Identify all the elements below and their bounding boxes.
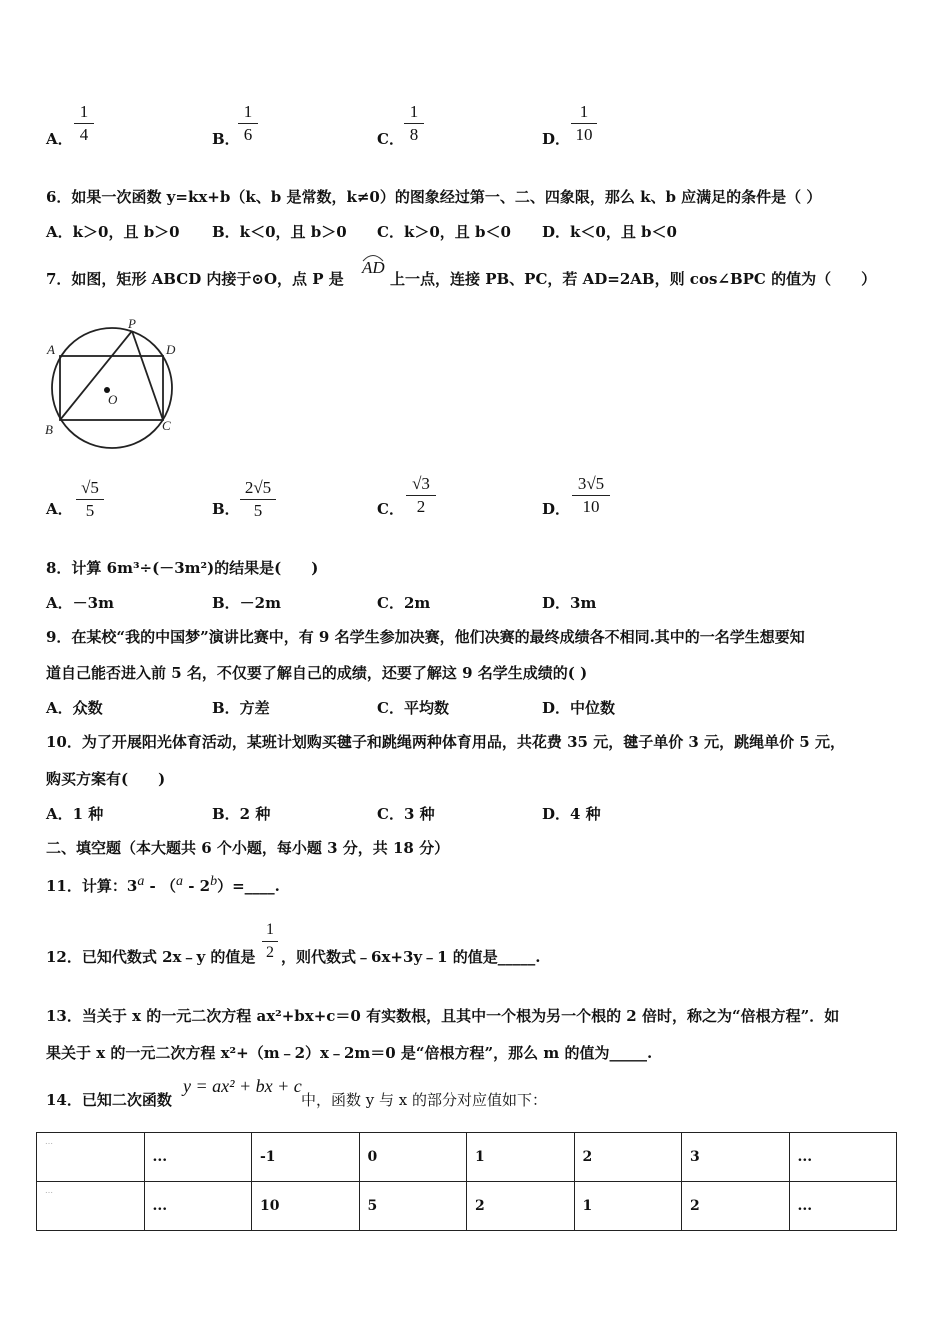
table-row — [37, 1133, 897, 1182]
q7-arc-notation: AD — [360, 252, 386, 282]
table-cell: ... — [789, 1133, 897, 1182]
q6-stem: 6．如果一次函数 y=kx+b（k、b 是常数，k≠0）的图象经过第一、二、四象限，那么 k、b 应满足的条件是（ ） — [46, 188, 822, 206]
q6-option-a: A．k＞0，且 b＞0 — [46, 223, 180, 241]
q8-option-a: A．－3m — [46, 594, 114, 612]
section-2-heading: 二、填空题（本大题共 6 个小题，每小题 3 分，共 18 分） — [46, 839, 450, 857]
q7-option-a-letter: A． — [46, 500, 73, 518]
table-cell: ... — [144, 1182, 252, 1231]
q7-label-c: C — [162, 418, 171, 433]
q7-label-d: D — [166, 342, 176, 357]
q13-stem-line1: 13．当关于 x 的一元二次方程 ax²+bx+c＝0 有实数根，且其中一个根为另一个根的 2 倍时，称之为“倍根方程”．如 — [46, 1007, 840, 1025]
table-cell: 3 — [682, 1133, 790, 1182]
q5-option-b-fraction: 1 6 — [238, 102, 258, 145]
q7-label-o: O — [108, 392, 118, 407]
q5-option-d-fraction: 1 10 — [571, 102, 597, 145]
q8-option-c: C．2m — [377, 594, 431, 612]
q7-option-c-letter: C． — [377, 500, 404, 518]
q8-stem: 8．计算 6m³÷(－3m²)的结果是( ) — [46, 559, 319, 577]
q5-option-a-fraction: 1 4 — [74, 102, 94, 145]
q7-stem-part1: 7．如图，矩形 ABCD 内接于⊙O，点 P 是 — [46, 270, 344, 288]
q13-stem-line2: 果关于 x 的一元二次方程 x²+（m﹣2）x﹣2m＝0 是“倍根方程”，那么 m 的值为_____. — [46, 1044, 653, 1062]
q9-stem-line1: 9．在某校“我的中国梦”演讲比赛中，有 9 名学生参加决赛，他们决赛的最终成绩各不相同.其中的一名学生想要知 — [46, 628, 805, 646]
table-cell: 2 — [467, 1182, 575, 1231]
q9-option-b: B．方差 — [212, 699, 270, 717]
table-row — [37, 1182, 897, 1231]
q6-option-b: B．k＜0，且 b＞0 — [212, 223, 347, 241]
q12-stem-prefix: 12．已知代数式 2x﹣y 的值是 — [46, 948, 256, 966]
q5-option-c-fraction: 1 8 — [404, 102, 424, 145]
q7-segment-pc — [132, 331, 163, 420]
q7-option-a-fraction: √5 5 — [76, 478, 104, 521]
q9-option-d: D．中位数 — [542, 699, 616, 717]
table-cell: 10 — [252, 1182, 360, 1231]
q7-option-d-fraction: 3√5 10 — [572, 474, 610, 517]
q7-figure — [42, 316, 182, 454]
q5-option-a-letter: A． — [46, 130, 73, 148]
table-cell: 1 — [574, 1182, 682, 1231]
q5-option-d-letter: D． — [542, 130, 571, 148]
q14-stem-suffix: 中，函数 y 与 x 的部分对应值如下： — [301, 1091, 548, 1109]
q7-label-a: A — [47, 342, 55, 357]
table-cell: … — [37, 1133, 145, 1182]
q10-option-b: B．2 种 — [212, 805, 271, 823]
q7-option-d-letter: D． — [542, 500, 571, 518]
q8-option-b: B．－2m — [212, 594, 281, 612]
table-cell: 2 — [574, 1133, 682, 1182]
table-cell: ... — [144, 1133, 252, 1182]
q14-value-table — [36, 1132, 897, 1231]
table-cell: ... — [789, 1182, 897, 1231]
table-cell: -1 — [252, 1133, 360, 1182]
q10-option-c: C．3 种 — [377, 805, 435, 823]
q9-option-c: C．平均数 — [377, 699, 449, 717]
table-cell: 2 — [682, 1182, 790, 1231]
table-cell: 5 — [359, 1182, 467, 1231]
q12-stem-suffix: ，则代数式﹣6x+3y﹣1 的值是_____. — [281, 948, 541, 966]
q7-rectangle — [60, 356, 163, 420]
q7-circle — [52, 328, 172, 448]
q7-stem-part2: 上一点，连接 PB、PC，若 AD=2AB，则 cos∠BPC 的值为（ ） — [390, 270, 877, 288]
q10-stem-line1: 10．为了开展阳光体育活动，某班计划购买毽子和跳绳两种体育用品，共花费 35 元，毽子单价 3 元，跳绳单价 5 元， — [46, 733, 845, 751]
q7-option-b-letter: B． — [212, 500, 240, 518]
q6-option-d: D．k＜0，且 b＜0 — [542, 223, 677, 241]
q7-label-p: P — [128, 316, 136, 331]
q7-label-b: B — [45, 422, 53, 437]
q10-option-d: D．4 种 — [542, 805, 601, 823]
q5-option-b-letter: B． — [212, 130, 240, 148]
q14-stem-prefix: 14．已知二次函数 — [46, 1091, 172, 1109]
table-cell: … — [37, 1182, 145, 1231]
q11-stem: 11．计算：$3^a - (^a - 2^b)=\_\_\_\_$. — [46, 874, 280, 895]
q10-stem-line2: 购买方案有( ) — [46, 770, 166, 788]
q6-option-c: C．k＞0，且 b＜0 — [377, 223, 511, 241]
q9-stem-line2: 道自己能否进入前 5 名，不仅要了解自己的成绩，还要了解这 9 名学生成绩的( ) — [46, 664, 588, 682]
q7-option-b-fraction: 2√5 5 — [240, 478, 276, 521]
table-cell: 1 — [467, 1133, 575, 1182]
q8-option-d: D．3m — [542, 594, 597, 612]
q12-fraction: 1 2 — [262, 920, 278, 963]
q10-option-a: A．1 种 — [46, 805, 104, 823]
q7-option-c-fraction: √3 2 — [406, 474, 436, 517]
q9-option-a: A．众数 — [46, 699, 103, 717]
table-cell: 0 — [359, 1133, 467, 1182]
q5-option-c-letter: C． — [377, 130, 404, 148]
q14-formula: y = ax² + bx + c — [183, 1076, 302, 1096]
